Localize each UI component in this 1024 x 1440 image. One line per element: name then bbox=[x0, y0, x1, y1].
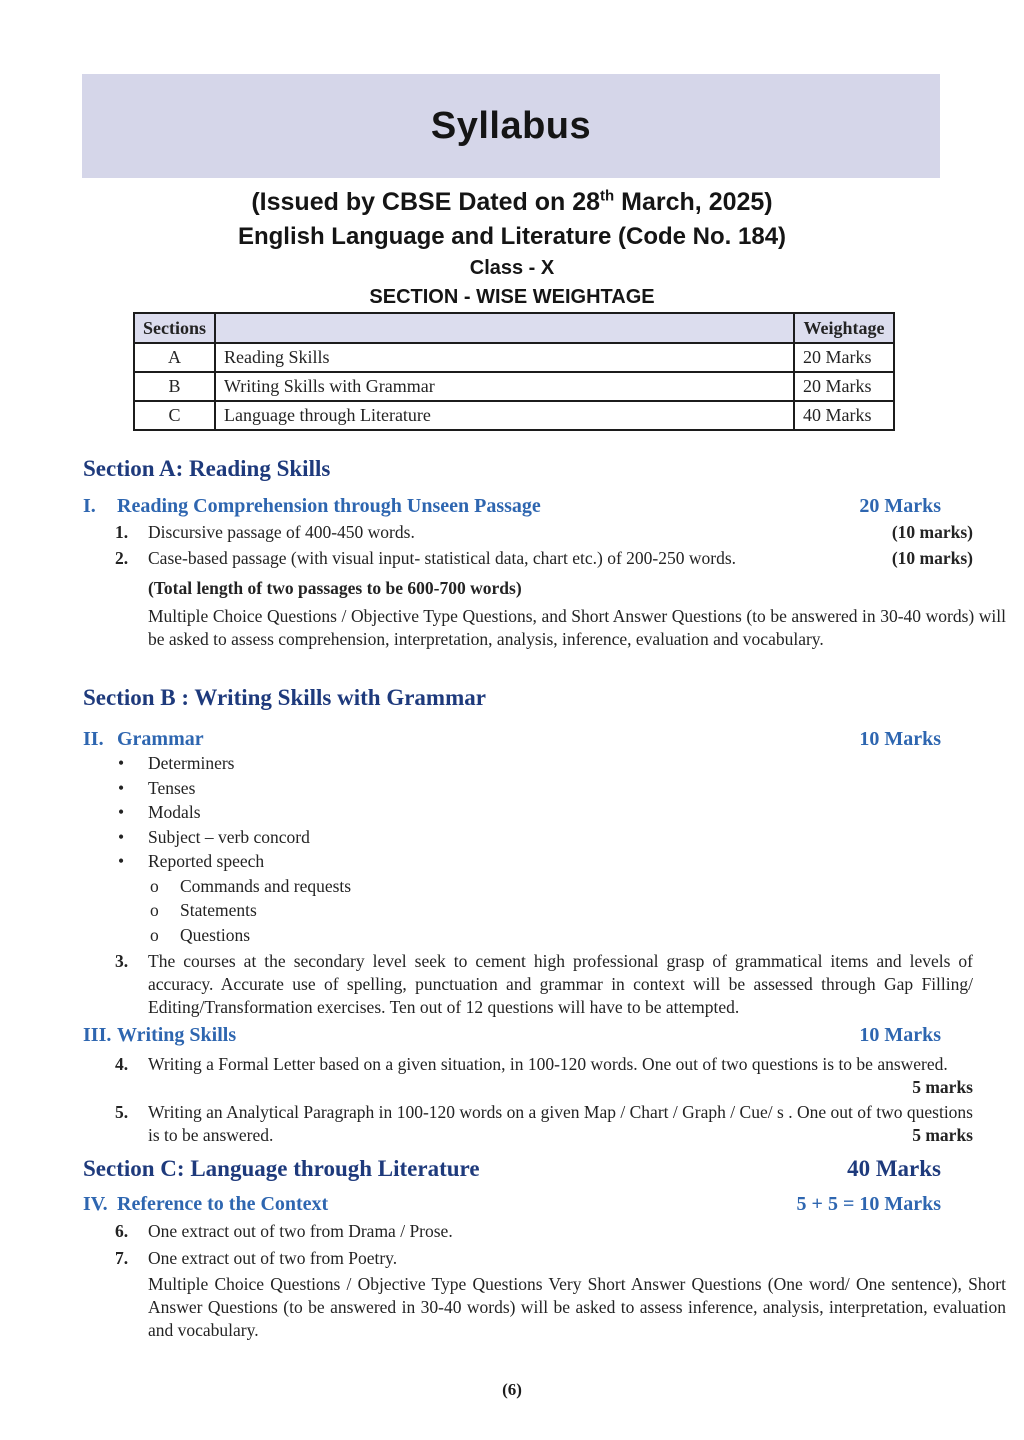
document-headings bbox=[0, 186, 1024, 310]
list-item-2 bbox=[115, 547, 973, 570]
list-item bbox=[118, 825, 976, 850]
section-a-title bbox=[83, 455, 941, 483]
section-id: C bbox=[134, 401, 215, 430]
unit-numeral: III. bbox=[83, 1024, 112, 1046]
bullet-icon: • bbox=[118, 753, 125, 773]
section-name: Reading Skills bbox=[215, 343, 794, 372]
unit-ii-heading bbox=[83, 726, 941, 752]
section-name: Writing Skills with Grammar bbox=[215, 372, 794, 401]
bullet-text: Commands and requests bbox=[180, 875, 352, 896]
unit-i-heading bbox=[83, 493, 941, 519]
grammar-topics-list bbox=[118, 751, 976, 947]
section-a-title-text: Section A: Reading Skills bbox=[83, 456, 331, 481]
bullet-text: Determiners bbox=[148, 753, 235, 773]
item-number: 4. bbox=[115, 1054, 129, 1074]
table-header-blank bbox=[215, 313, 794, 343]
section-c-title bbox=[83, 1155, 941, 1183]
bullet-icon: • bbox=[118, 802, 125, 822]
item-text-wrap bbox=[148, 1053, 973, 1099]
unit-marks: 20 Marks bbox=[859, 495, 941, 517]
item-marks: 5 marks bbox=[912, 1125, 973, 1145]
weightage-table bbox=[133, 312, 895, 431]
unit-marks: 10 Marks bbox=[859, 728, 941, 750]
item-number: 2. bbox=[115, 548, 129, 568]
unit-numeral: IV. bbox=[83, 1193, 108, 1215]
table-header-weightage: Weightage bbox=[794, 313, 894, 343]
section-c-title-text: Section C: Language through Literature bbox=[83, 1156, 480, 1181]
issued-suffix: March, 2025) bbox=[614, 188, 773, 216]
item-text-wrap bbox=[148, 1101, 973, 1147]
section-b-title-text: Section B : Writing Skills with Grammar bbox=[83, 685, 486, 710]
table-row bbox=[134, 401, 894, 430]
unit-title: Grammar bbox=[117, 728, 204, 750]
table-row bbox=[134, 343, 894, 372]
bullet-text: Subject – verb concord bbox=[148, 826, 310, 847]
syllabus-banner bbox=[82, 74, 940, 178]
item-text: One extract out of two from Poetry. bbox=[148, 1248, 398, 1268]
list-item bbox=[118, 751, 976, 776]
unit-title: Writing Skills bbox=[117, 1024, 237, 1046]
list-item bbox=[150, 923, 976, 948]
list-item-3 bbox=[115, 950, 973, 1019]
bullet-icon: • bbox=[118, 851, 125, 871]
subject-line: English Language and Literature (Code No. 184) bbox=[237, 223, 787, 250]
unit-marks: 5 + 5 = 10 Marks bbox=[796, 1193, 941, 1215]
item-marks: 5 marks bbox=[912, 1077, 973, 1097]
sub-bullet-icon: o bbox=[150, 900, 159, 920]
sub-bullet-icon: o bbox=[150, 875, 159, 896]
unit-numeral: I. bbox=[83, 495, 96, 517]
issued-line bbox=[0, 186, 1024, 218]
item-text: Writing an Analytical Paragraph in 100-120 words on a given Map / Chart / Graph / Cue/ s . One out of two questions is to be answered. bbox=[148, 1102, 973, 1145]
section-id: B bbox=[134, 372, 215, 401]
list-item-4 bbox=[115, 1053, 973, 1099]
section-name: Language through Literature bbox=[215, 401, 794, 430]
item-text: The courses at the secondary level seek to cement high professional grasp of grammatical items and levels of accuracy. Accurate use of spelling, punctuation and grammar in context will be assessed through Gap Filling/ Editing/Transformation exercises. Ten out of 12 questions will have to be attempted. bbox=[148, 951, 973, 1017]
item-text: One extract out of two from Drama / Prose. bbox=[148, 1221, 453, 1241]
bullet-text: Questions bbox=[180, 924, 250, 945]
section-marks: 40 Marks bbox=[794, 401, 894, 430]
issued-ordinal-sup: th bbox=[600, 187, 615, 205]
list-item-7 bbox=[115, 1247, 973, 1270]
list-item-1 bbox=[115, 521, 973, 544]
item-number: 3. bbox=[115, 951, 129, 971]
item-text-wrap bbox=[148, 521, 973, 544]
bullet-text: Statements bbox=[180, 900, 257, 920]
list-item bbox=[118, 776, 976, 801]
item-number: 1. bbox=[115, 522, 129, 542]
bullet-icon: • bbox=[118, 826, 125, 847]
issued-prefix: (Issued by CBSE Dated on 28 bbox=[251, 188, 601, 216]
unit-numeral: II. bbox=[83, 728, 104, 750]
unit-marks: 10 Marks bbox=[859, 1024, 941, 1046]
bullet-text: Modals bbox=[148, 802, 201, 822]
list-item bbox=[118, 800, 976, 825]
item-text: Case-based passage (with visual input- statistical data, chart etc.) of 200-250 words. bbox=[148, 548, 737, 568]
section-c-marks: 40 Marks bbox=[847, 1156, 941, 1181]
section-wise-weightage-heading: SECTION - WISE WEIGHTAGE bbox=[369, 286, 655, 308]
unit-title: Reading Comprehension through Unseen Passage bbox=[117, 495, 541, 517]
item-text: Discursive passage of 400-450 words. bbox=[148, 522, 415, 542]
unit-title: Reference to the Context bbox=[117, 1193, 329, 1215]
section-c-paragraph: Multiple Choice Questions / Objective Type Questions Very Short Answer Questions (One word/ One sentence), Short Answer Questions (to be answered in 30-40 words) will be asked to assess inference, analysis, interpretation, evaluation and vocabulary. bbox=[148, 1274, 1006, 1340]
bullet-icon: • bbox=[118, 777, 125, 798]
sub-bullet-icon: o bbox=[150, 924, 159, 945]
page-title: Syllabus bbox=[430, 104, 592, 147]
item-text-wrap bbox=[148, 547, 973, 570]
item-marks: (10 marks) bbox=[891, 522, 973, 542]
page-number: (6) bbox=[502, 1380, 522, 1399]
item-marks: (10 marks) bbox=[891, 548, 973, 568]
bullet-text: Reported speech bbox=[148, 851, 265, 871]
table-header-sections: Sections bbox=[134, 313, 215, 343]
section-b-title bbox=[83, 684, 941, 712]
total-length-note: (Total length of two passages to be 600-700 words) bbox=[148, 578, 522, 598]
section-id: A bbox=[134, 343, 215, 372]
section-a-paragraph: Multiple Choice Questions / Objective Type Questions, and Short Answer Questions (to be answered in 30-40 words) will be asked to assess comprehension, interpretation, analysis, inference, evaluation and vocabulary. bbox=[148, 606, 1006, 649]
class-line: Class - X bbox=[469, 257, 555, 279]
section-marks: 20 Marks bbox=[794, 372, 894, 401]
bullet-text: Tenses bbox=[148, 777, 196, 798]
item-number: 7. bbox=[115, 1248, 129, 1268]
list-item-5 bbox=[115, 1101, 973, 1147]
item-number: 5. bbox=[115, 1102, 129, 1122]
table-row bbox=[134, 372, 894, 401]
list-item bbox=[150, 898, 976, 923]
unit-iv-heading bbox=[83, 1191, 941, 1217]
item-text: Writing a Formal Letter based on a given situation, in 100-120 words. One out of two questions is to be answered. bbox=[148, 1054, 948, 1074]
list-item-6 bbox=[115, 1220, 973, 1243]
table-header-row bbox=[134, 313, 894, 343]
unit-iii-heading bbox=[83, 1022, 941, 1048]
item-number: 6. bbox=[115, 1221, 129, 1241]
section-marks: 20 Marks bbox=[794, 343, 894, 372]
list-item bbox=[150, 874, 976, 899]
list-item bbox=[118, 849, 976, 874]
